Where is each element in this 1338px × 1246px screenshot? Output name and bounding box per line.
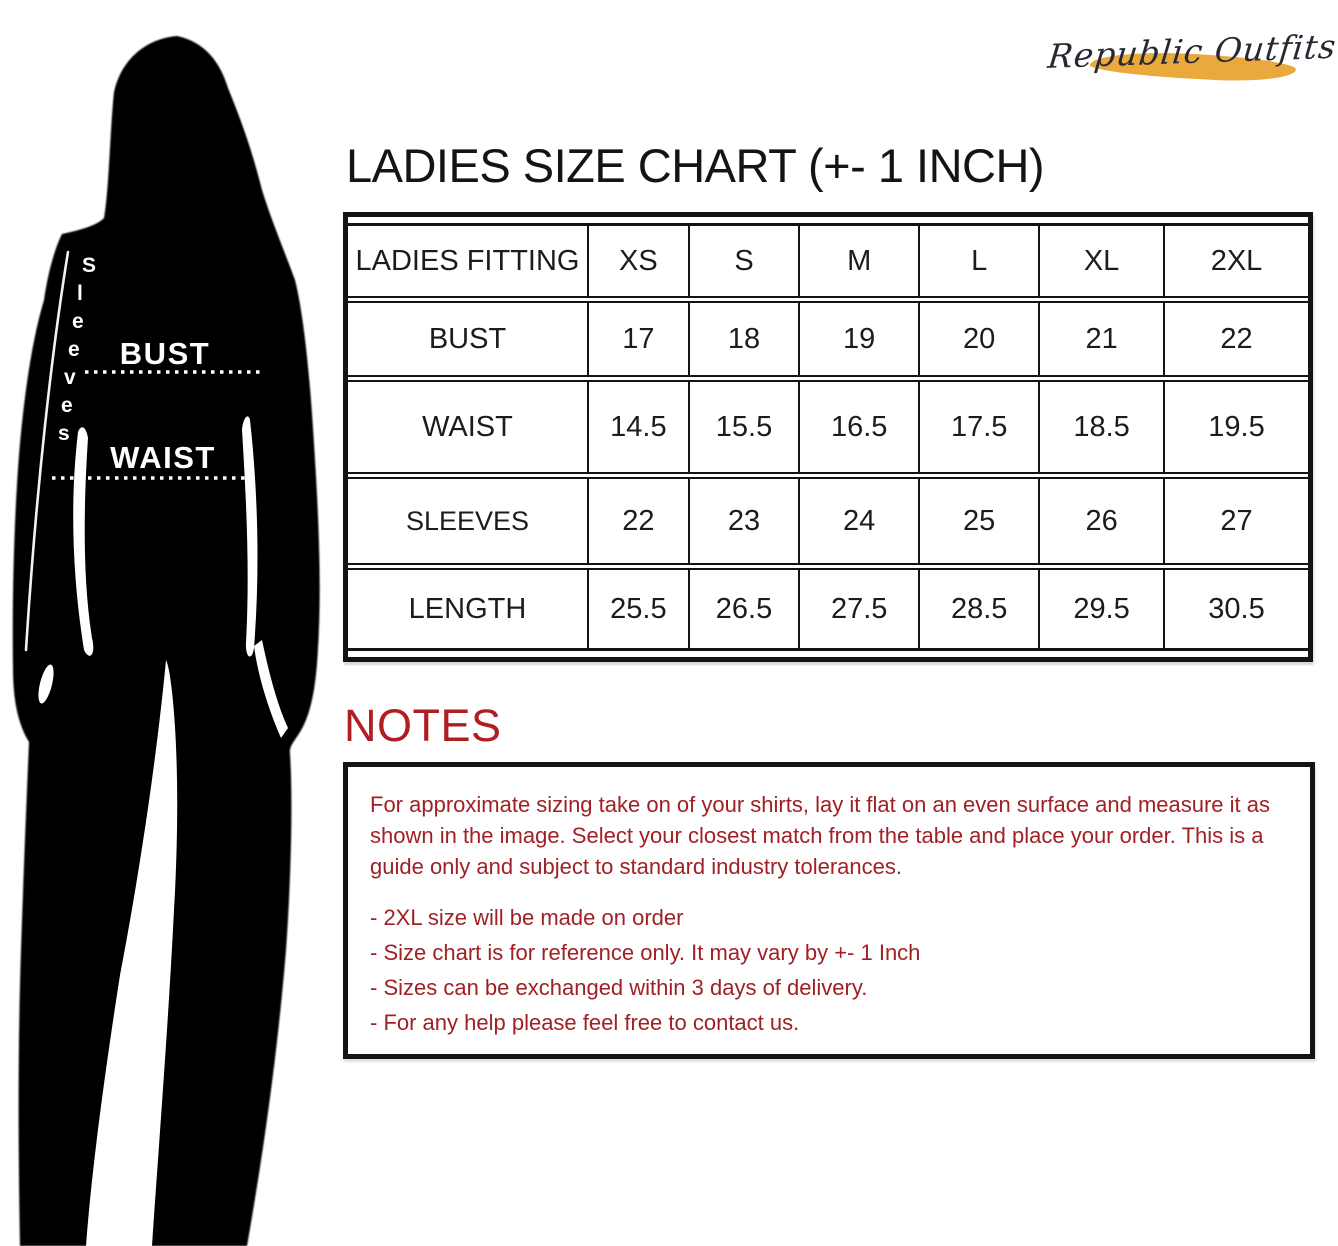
notes-bullet: - Size chart is for reference only. It may vary by +- 1 Inch — [370, 940, 921, 965]
size-cell: 23 — [689, 476, 799, 567]
page-title: LADIES SIZE CHART (+- 1 INCH) — [346, 139, 1045, 192]
size-cell: 21 — [1039, 300, 1164, 379]
notes-bullet: - 2XL size will be made on order — [370, 905, 684, 930]
size-cell: 30.5 — [1164, 567, 1308, 650]
size-col-header: L — [919, 225, 1039, 300]
notes-paragraph: For approximate sizing take on of your shirts, lay it flat on an even surface and measure it as shown in the image. Select your closest match from the table and place your order. This is a guide only and subject to standard industry tolerances. — [370, 792, 1271, 879]
size-row-label: LENGTH — [408, 592, 527, 625]
notes-heading: NOTES — [344, 700, 502, 751]
size-cell: 27 — [1164, 476, 1308, 567]
silhouette-body — [13, 36, 320, 1246]
bust-label: BUST — [119, 336, 211, 371]
female-silhouette — [0, 0, 340, 1246]
sleeve-letter: s — [58, 422, 70, 445]
size-col-header: XL — [1039, 225, 1164, 300]
size-row-label: SLEEVES — [348, 476, 588, 567]
size-cell: 19 — [799, 300, 919, 379]
sleeve-letter: v — [64, 366, 76, 389]
size-row-label: BUST — [348, 300, 588, 379]
size-col-header: 2XL — [1164, 225, 1308, 300]
size-cell: 18.5 — [1039, 379, 1164, 476]
notes-bullet: - Sizes can be exchanged within 3 days of delivery. — [370, 975, 868, 1000]
size-table — [348, 223, 1308, 651]
sleeve-letter: e — [68, 338, 80, 361]
size-cell: 27.5 — [799, 567, 919, 650]
table-row-length — [348, 567, 1308, 650]
size-col-header: M — [799, 225, 919, 300]
size-col-header: S — [689, 225, 799, 300]
size-cell: 16.5 — [799, 379, 919, 476]
table-row-bust — [348, 300, 1308, 379]
table-row-sleeves — [348, 476, 1308, 567]
size-cell: 28.5 — [919, 567, 1039, 650]
size-cell: 17.5 — [919, 379, 1039, 476]
sleeve-letter: l — [77, 282, 83, 305]
size-cell: 22 — [1164, 300, 1308, 379]
table-row-waist — [348, 379, 1308, 476]
size-cell: 24 — [799, 476, 919, 567]
size-cell: 25.5 — [588, 567, 689, 650]
table-header-row — [348, 225, 1308, 300]
size-cell: 20 — [919, 300, 1039, 379]
size-cell: 17 — [588, 300, 689, 379]
size-cell: 15.5 — [689, 379, 799, 476]
size-col-header: LADIES FITTING — [348, 225, 588, 300]
brand-name: Republic Outfits — [1046, 26, 1338, 76]
size-cell: 26 — [1039, 476, 1164, 567]
brand-logo — [1046, 26, 1338, 110]
size-cell: 29.5 — [1039, 567, 1164, 650]
size-cell: 19.5 — [1164, 379, 1308, 476]
notes-box — [343, 762, 1315, 1059]
sleeve-letter: S — [82, 254, 97, 277]
size-row-label: WAIST — [348, 379, 588, 476]
size-col-header: XS — [588, 225, 689, 300]
size-cell: 22 — [588, 476, 689, 567]
size-cell: 26.5 — [689, 567, 799, 650]
size-cell: 25 — [919, 476, 1039, 567]
notes-bullet: - For any help please feel free to contact us. — [370, 1010, 800, 1035]
sleeve-letter: e — [72, 310, 84, 333]
waist-label: WAIST — [110, 440, 216, 475]
size-cell: 18 — [689, 300, 799, 379]
size-table-frame — [343, 212, 1313, 662]
size-cell: 14.5 — [588, 379, 689, 476]
sleeve-letter: e — [61, 394, 73, 417]
